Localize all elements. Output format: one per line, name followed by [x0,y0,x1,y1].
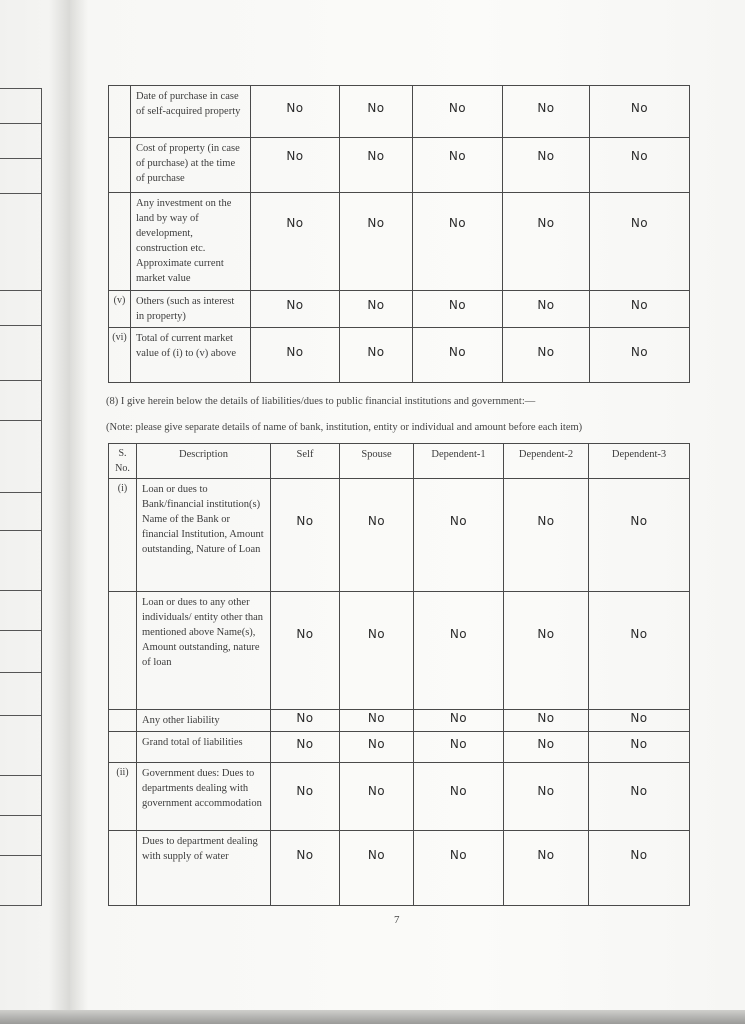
serial-number [109,592,137,710]
value-cell [589,732,690,763]
value-cell [271,732,340,763]
column-header: S. No. [109,444,137,479]
value-cell [340,86,413,138]
handwritten-value: No [630,514,648,528]
value-cell [590,291,690,328]
row-description: Date of purchase in case of self-acquired property [131,86,251,138]
row-description: Dues to department dealing with supply of water [137,831,271,906]
handwritten-value: No [630,216,649,230]
handwritten-value: No [367,514,386,528]
value-cell [340,291,413,328]
row-description: Loan or dues to Bank/financial institution(s) Name of the Bank or financial Institution, Amount outstanding, Nature of Loan [137,479,271,592]
liabilities-table [108,443,690,906]
value-cell [503,328,590,383]
row-description: Government dues: Dues to departments dealing with government accommodation [137,763,271,831]
handwritten-value: No [537,298,555,312]
value-cell [590,86,690,138]
handwritten-value: No [449,784,468,798]
value-cell [340,732,414,763]
handwritten-value: No [286,216,304,230]
handwritten-value: No [448,149,467,163]
value-cell [414,479,504,592]
value-cell [340,328,413,383]
serial-number [109,710,137,732]
value-cell [589,763,690,831]
serial-number [109,193,131,291]
column-header: Self [271,444,340,479]
page-number: 7 [394,914,400,926]
handwritten-value: No [630,149,649,163]
value-cell [340,831,414,906]
table-row [109,831,690,906]
value-cell [340,592,414,710]
handwritten-value: No [630,737,648,751]
header-row [109,444,690,479]
serial-number [109,732,137,763]
section-8-note: (Note: please give separate details of name of bank, institution, entity or individual and amount before each item) [106,422,583,433]
handwritten-value: No [449,627,468,641]
value-cell [413,86,503,138]
value-cell [251,138,340,193]
row-description: Cost of property (in case of purchase) at the time of purchase [131,138,251,193]
row-description: Total of current market value of (i) to (v) above [131,328,251,383]
value-cell [413,291,503,328]
section-8-heading: (8) I give herein below the details of liabilities/dues to public financial institutions and government:— [106,396,536,407]
value-cell [589,831,690,906]
handwritten-value: No [449,737,468,751]
handwritten-value: No [537,345,555,359]
table-row [109,291,690,328]
facing-page-edge [0,0,70,1024]
handwritten-value: No [367,848,386,862]
value-cell [590,328,690,383]
handwritten-value: No [367,711,386,725]
value-cell [251,193,340,291]
handwritten-value: No [537,737,555,751]
column-header: Description [137,444,271,479]
handwritten-value: No [630,848,648,862]
value-cell [251,291,340,328]
value-cell [589,479,690,592]
value-cell [340,193,413,291]
value-cell [340,763,414,831]
value-cell [271,831,340,906]
table-row [109,479,690,592]
handwritten-value: No [296,711,314,725]
handwritten-value: No [537,149,555,163]
value-cell [589,592,690,710]
value-cell [251,328,340,383]
handwritten-value: No [537,101,555,115]
handwritten-value: No [537,711,555,725]
handwritten-value: No [367,737,386,751]
handwritten-value: No [296,627,314,641]
handwritten-value: No [296,737,314,751]
value-cell [504,732,589,763]
value-cell [504,592,589,710]
handwritten-value: No [449,848,468,862]
table-row [109,138,690,193]
value-cell [414,732,504,763]
handwritten-value: No [448,101,467,115]
handwritten-value: No [296,784,314,798]
table-row [109,592,690,710]
value-cell [503,138,590,193]
handwritten-value: No [630,101,649,115]
serial-number [109,138,131,193]
handwritten-value: No [367,149,385,163]
column-header: Dependent-3 [589,444,690,479]
value-cell [271,763,340,831]
handwritten-value: No [286,101,304,115]
value-cell [251,86,340,138]
value-cell [414,710,504,732]
value-cell [271,592,340,710]
table-row [109,86,690,138]
row-description: Any investment on the land by way of development, construction etc. Approximate current market value [131,193,251,291]
row-description: Others (such as interest in property) [131,291,251,328]
handwritten-value: No [286,149,304,163]
handwritten-value: No [630,627,648,641]
value-cell [413,193,503,291]
column-header: Spouse [340,444,414,479]
handwritten-value: No [537,216,555,230]
handwritten-value: No [367,345,385,359]
serial-number: (vi) [109,328,131,383]
table-row [109,710,690,732]
handwritten-value: No [286,298,304,312]
value-cell [340,138,413,193]
value-cell [340,479,414,592]
handwritten-value: No [448,216,467,230]
handwritten-value: No [367,627,386,641]
serial-number: (v) [109,291,131,328]
value-cell [504,831,589,906]
value-cell [414,831,504,906]
value-cell [503,193,590,291]
value-cell [590,193,690,291]
value-cell [271,479,340,592]
handwritten-value: No [630,298,649,312]
handwritten-value: No [537,848,555,862]
table-row [109,763,690,831]
handwritten-value: No [448,345,467,359]
value-cell [503,86,590,138]
value-cell [503,291,590,328]
table-row [109,328,690,383]
handwritten-value: No [630,345,649,359]
handwritten-value: No [367,784,386,798]
handwritten-value: No [630,711,648,725]
value-cell [414,763,504,831]
serial-number: (ii) [109,763,137,831]
handwritten-value: No [630,784,648,798]
handwritten-value: No [296,848,314,862]
row-description: Any other liability [137,710,271,732]
handwritten-value: No [537,514,555,528]
property-table [108,85,690,383]
handwritten-value: No [448,298,467,312]
value-cell [271,710,340,732]
serial-number: (i) [109,479,137,592]
handwritten-value: No [449,711,468,725]
serial-number [109,831,137,906]
column-header: Dependent-1 [414,444,504,479]
value-cell [413,328,503,383]
row-description: Loan or dues to any other individuals/ entity other than mentioned above Name(s), Amount outstanding, nature of loan [137,592,271,710]
value-cell [413,138,503,193]
serial-number [109,86,131,138]
value-cell [589,710,690,732]
value-cell [504,710,589,732]
handwritten-value: No [286,345,304,359]
column-header: Dependent-2 [504,444,589,479]
value-cell [504,763,589,831]
value-cell [340,710,414,732]
page-bottom-shadow [0,1010,745,1024]
handwritten-value: No [367,216,385,230]
handwritten-value: No [449,514,468,528]
handwritten-value: No [537,627,555,641]
value-cell [590,138,690,193]
handwritten-value: No [367,298,385,312]
value-cell [504,479,589,592]
handwritten-value: No [537,784,555,798]
table-row [109,193,690,291]
value-cell [414,592,504,710]
handwritten-value: No [367,101,385,115]
handwritten-value: No [296,514,314,528]
table-row [109,732,690,763]
row-description: Grand total of liabilities [137,732,271,763]
